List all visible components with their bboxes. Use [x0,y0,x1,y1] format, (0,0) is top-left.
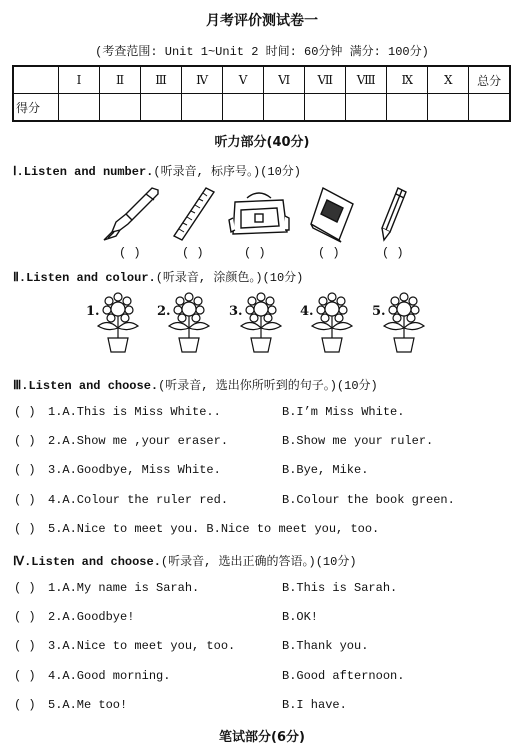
answer-blank[interactable]: ( ) [14,405,36,419]
option-a: 2.A.Show me ,your eraser. [48,434,229,448]
answer-blank[interactable]: ( ) [119,246,141,260]
score-header-cell: Ⅸ [387,66,428,94]
page-title: 月考评价测试卷一 [206,13,318,29]
answer-blank[interactable]: ( ) [14,669,36,683]
flower-number: 3. [229,304,243,319]
flower-pot-icon[interactable] [239,294,283,356]
score-table [12,65,511,122]
answer-blank[interactable]: ( ) [318,246,340,260]
score-cell[interactable] [346,94,387,122]
section2-title: Ⅱ.Listen and colour. [13,271,156,285]
option-b: B.Bye, Mike. [282,463,369,477]
score-header-cell: 总分 [469,66,510,94]
flower-pot-icon[interactable] [96,294,140,356]
answer-blank[interactable]: ( ) [14,434,36,448]
option-a: 4.A.Good morning. [48,669,171,683]
pencil-icon [378,186,408,242]
option-a: 1.A.This is Miss White.. [48,405,221,419]
section2-heading [13,268,303,285]
section1-title: Ⅰ.Listen and number. [13,165,154,179]
section3-instruction: (听录音, 选出你所听到的句子。)(10分) [158,379,378,393]
option-b: B.OK! [282,610,319,624]
answer-blank[interactable]: ( ) [244,246,266,260]
option-b: B.Good afternoon. [282,669,405,683]
section2-instruction: (听录音, 涂颜色。)(10分) [155,271,304,285]
option-a: 2.A.Goodbye! [48,610,135,624]
option-a: 4.A.Colour the ruler red. [48,493,229,507]
option-a: 3.A.Nice to meet you, too. [48,639,236,653]
answer-blank[interactable]: ( ) [382,246,404,260]
flower-pot-icon[interactable] [167,294,211,356]
score-header-cell: Ⅹ [428,66,469,94]
score-header-cell: Ⅶ [305,66,346,94]
score-cell[interactable] [469,94,510,122]
score-cell[interactable] [264,94,305,122]
listening-part-title: 听力部分(40分) [214,135,310,150]
score-header-cell: Ⅳ [182,66,223,94]
option-b: B.Show me your ruler. [282,434,434,448]
answer-blank[interactable]: ( ) [14,522,36,536]
option-a: 5.A.Nice to meet you. B.Nice to meet you, too. [48,522,380,536]
score-cell[interactable] [387,94,428,122]
option-b: B.Thank you. [282,639,369,653]
score-header-cell: Ⅲ [141,66,182,94]
score-cell[interactable] [182,94,223,122]
flower-number: 5. [372,304,386,319]
answer-blank[interactable]: ( ) [14,581,36,595]
answer-blank[interactable]: ( ) [182,246,204,260]
answer-blank[interactable]: ( ) [14,463,36,477]
score-header-cell: Ⅵ [264,66,305,94]
option-a: 1.A.My name is Sarah. [48,581,200,595]
section4-instruction: (听录音, 选出正确的答语。)(10分) [160,555,357,569]
option-b: B.I have. [282,698,347,712]
score-cell[interactable] [59,94,100,122]
fountain-pen-icon [98,186,162,242]
option-a: 3.A.Goodbye, Miss White. [48,463,221,477]
section3-title: Ⅲ.Listen and choose. [13,379,159,393]
score-cell[interactable] [428,94,469,122]
section4-heading [13,552,357,569]
score-header-cell: Ⅴ [223,66,264,94]
score-row-label: 得分 [13,94,59,122]
section3-heading [13,376,378,393]
score-cell[interactable] [141,94,182,122]
exam-info: (考查范围: Unit 1~Unit 2 时间: 60分钟 满分: 100分) [95,45,429,59]
flower-number: 4. [300,304,314,319]
option-b: B.This is Sarah. [282,581,398,595]
section4-title: Ⅳ.Listen and choose. [13,555,161,569]
answer-blank[interactable]: ( ) [14,639,36,653]
option-b: B.Colour the book green. [282,493,455,507]
score-header-cell: Ⅷ [346,66,387,94]
answer-blank[interactable]: ( ) [14,493,36,507]
flower-number: 2. [157,304,171,319]
answer-blank[interactable]: ( ) [14,610,36,624]
score-row [13,94,510,122]
score-cell[interactable] [305,94,346,122]
answer-blank[interactable]: ( ) [14,698,36,712]
score-header-row [13,66,510,94]
section1-heading [13,162,301,179]
score-header-cell: Ⅰ [59,66,100,94]
section1-instruction: (听录音, 标序号。)(10分) [153,165,301,179]
score-header-cell: Ⅱ [100,66,141,94]
score-corner-cell [13,66,59,94]
writing-part-title: 笔试部分(6分) [219,730,305,745]
book-icon [309,186,355,242]
score-cell[interactable] [223,94,264,122]
flower-pot-icon[interactable] [310,294,354,356]
ruler-icon [172,186,216,242]
option-a: 5.A.Me too! [48,698,128,712]
score-cell[interactable] [100,94,141,122]
option-b: B.I’m Miss White. [282,405,405,419]
school-bag-icon [227,188,291,240]
flower-number: 1. [86,304,100,319]
flower-pot-icon[interactable] [382,294,426,356]
